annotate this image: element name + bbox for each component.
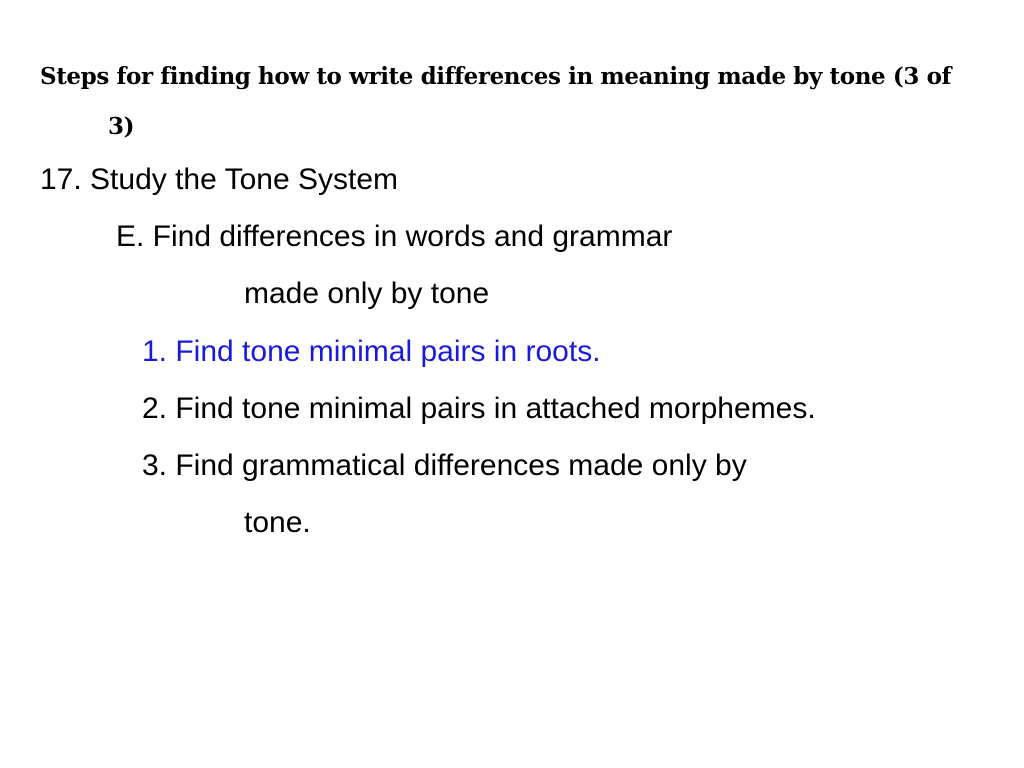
substep-e-continuation: made only by tone	[244, 277, 490, 310]
slide-title	[40, 52, 990, 152]
substep-e: E. Find differences in words and grammar	[116, 220, 673, 253]
slide-title-line-1: Steps for finding how to write differences in meaning made by tone (3 of	[40, 63, 951, 90]
list-item-3-continuation: tone.	[244, 506, 311, 539]
slide-title-line-2: 3)	[108, 113, 135, 140]
list-item-1-highlighted: 1. Find tone minimal pairs in roots.	[142, 335, 601, 368]
list-item-2: 2. Find tone minimal pairs in attached morphemes.	[142, 392, 816, 425]
list-item-3: 3. Find grammatical differences made only by	[142, 449, 747, 482]
step-17-heading: 17. Study the Tone System	[40, 163, 398, 196]
